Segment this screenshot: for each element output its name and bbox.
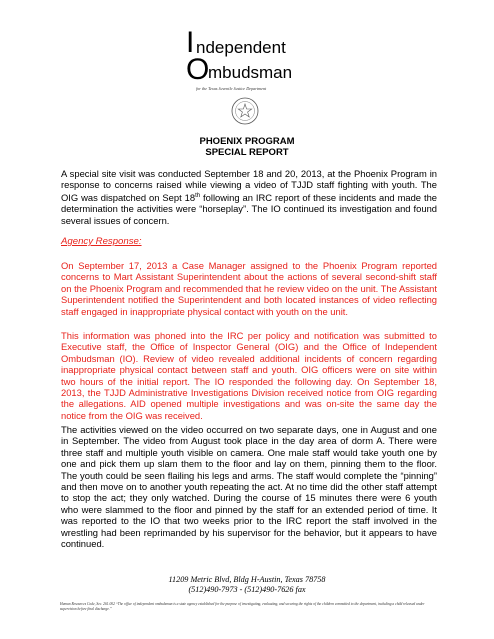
agency-response-paragraph-1: On September 17, 2013 a Case Manager assigned to the Phoenix Program reported concerns to Mart Assistant Superintendent about the actions of several second-shift staff on the Phoenix Program and recommended that he review video on the unit. The Assistant Superintendent notified the Superintendent and both located instances of video reflecting staff engaged in inappropriate physical contact with youth on the unit. bbox=[61, 260, 437, 317]
report-title-line-1: PHOENIX PROGRAM bbox=[199, 136, 295, 147]
intro-text-start: A special site visit was conducted September 18 and 20, 2013, at the Phoenix Program in response to concerns raised while viewing a video of TJJD staff fighting with youth. The OIG was dispatched on Sept 18 bbox=[61, 168, 437, 203]
agency-response-paragraph-2: This information was phoned into the IRC per policy and notification was submitted to Executive staff, the Office of Inspector General (OIG) and the Office of Independent Ombudsman (IO). Review of video revealed additional incidents of concern regarding inappropriate physical contact between staff and youth. OIG officers were on site within two hours of the initial report. The IO responded the following day. On September 18, 2013, the TJJD Administrative Investigations Division received notice from OIG regarding the allegations. AID opened multiple investigations and was on-site the same day the notice from the OIG was received. bbox=[61, 330, 437, 421]
texas-seal-icon bbox=[231, 97, 259, 125]
footer-footnote: Human Resources Code, Sec. 261.002 “The office of independent ombudsman is a state agency established for the purpose of investigating, evaluating, and securing the rights of the children committed to the department, including a child released under supervision before final discharge.” bbox=[60, 602, 425, 611]
intro-paragraph bbox=[61, 168, 437, 226]
logo-tagline: for the Texas Juvenile Justice Department bbox=[196, 86, 267, 91]
logo-initial-o: O bbox=[186, 53, 210, 86]
intro-superscript: th bbox=[195, 192, 201, 199]
activities-paragraph: The activities viewed on the video occurred on two separate days, one in August and one in September. The video from August took place in the day area of dorm A. There were three staff and multiple youth visible on camera. One male staff would take youth one by one and pick them up slam them to the floor and lay on them, pinning them to the floor. The youth could be seen flailing his legs and arms. The staff would complete the “pinning” and then move on to another youth repeating the act. At no time did the other staff attempt to stop the act; they only watched. During the course of 15 minutes there were 6 youth who were slammed to the floor and pinned by the staff for an extended period of time. It was reported to the IO that two weeks prior to the IRC report the staff involved in the wrestling had been reprimanded by his supervisor for the behavior, but it appears to have continued. bbox=[61, 424, 437, 550]
agency-response-heading: Agency Response: bbox=[61, 236, 142, 247]
logo-initial-i: I bbox=[186, 26, 195, 59]
logo-word-independent: ndependent bbox=[196, 38, 286, 57]
report-title-line-2: SPECIAL REPORT bbox=[205, 147, 289, 158]
footer-phone: (512)490-7973 - (512)490-7626 fax bbox=[188, 585, 306, 594]
logo-word-ombudsman: mbudsman bbox=[208, 63, 293, 82]
footer-address: 11209 Metric Blvd, Bldg H-Austin, Texas 78758 bbox=[168, 575, 326, 584]
independent-ombudsman-logo bbox=[186, 28, 346, 100]
intro-text-end: following an IRC report of these incidents and made the determination the activities were “horseplay”. The IO continued its investigation and found several issues of concern. bbox=[61, 191, 438, 226]
